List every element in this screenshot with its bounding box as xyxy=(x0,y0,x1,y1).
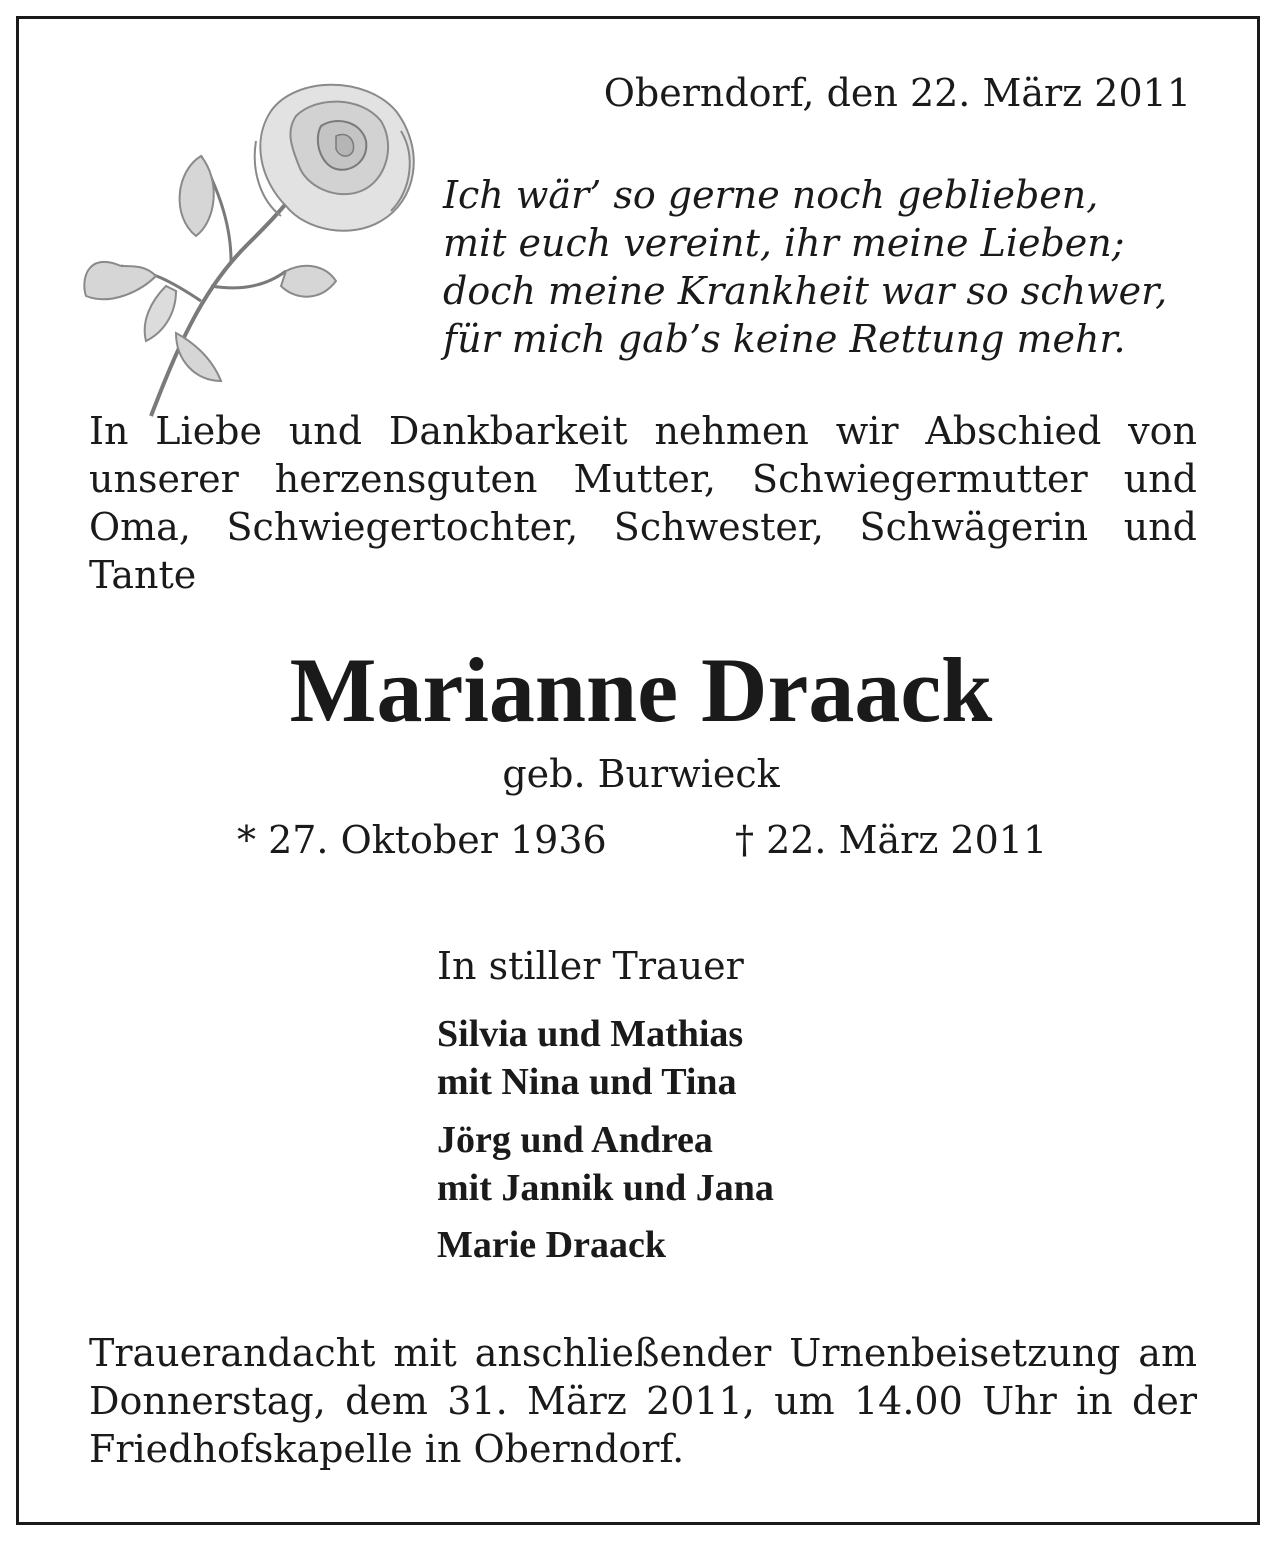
poem-line: für mich gab’s keine Rettung mehr. xyxy=(443,317,1126,361)
poem xyxy=(443,171,1167,363)
poem-line: doch meine Krankheit war so schwer, xyxy=(443,269,1168,313)
place-date: Oberndorf, den 22. März 2011 xyxy=(603,71,1191,115)
maiden-name: geb. Burwieck xyxy=(502,752,780,796)
poem-line: mit euch vereint, ihr meine Lieben; xyxy=(443,221,1125,265)
intro-text: In Liebe und Dankbarkeit nehmen wir Abschied von unserer herzensguten Mutter, Schwiegermutter und Oma, Schwiegertochter, Schwester, Schwägerin und Tante xyxy=(89,409,1197,597)
obituary-notice xyxy=(16,16,1260,1525)
deceased-name: Marianne Draack xyxy=(289,639,993,741)
family-line: Marie Draack xyxy=(437,1224,666,1266)
family-line: mit Jannik und Jana xyxy=(437,1167,774,1209)
poem-line: Ich wär’ so gerne noch geblieben, xyxy=(443,173,1099,217)
family-line: mit Nina und Tina xyxy=(437,1061,737,1103)
family-group xyxy=(437,1010,743,1106)
birth-date: * 27. Oktober 1936 xyxy=(237,818,607,862)
mourning-label: In stiller Trauer xyxy=(437,944,744,988)
family-line: Silvia und Mathias xyxy=(437,1013,744,1055)
rose-illustration xyxy=(81,71,421,421)
family-group xyxy=(437,1221,666,1269)
service-text: Trauerandacht mit anschließender Urnenbeisetzung am Donnerstag, dem 31. März 2011, um 14.00 Uhr in der Friedhofskapelle in Oberndorf. xyxy=(89,1331,1197,1471)
family-group xyxy=(437,1116,774,1212)
death-date: † 22. März 2011 xyxy=(735,818,1048,862)
family-line: Jörg und Andrea xyxy=(437,1119,713,1161)
